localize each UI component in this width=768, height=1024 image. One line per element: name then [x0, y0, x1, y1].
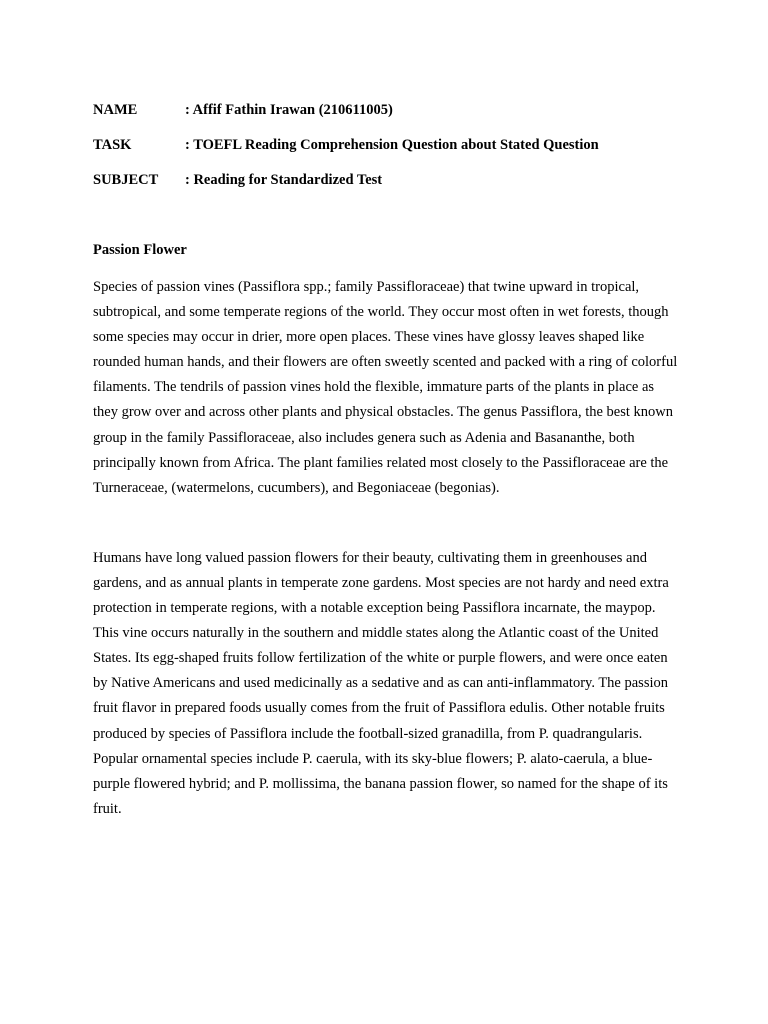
subject-row	[93, 170, 713, 205]
article-paragraph-1: Species of passion vines (Passiflora spp.; family Passifloraceae) that twine upward in tropical, subtropical, and some temperate regions of the world. They occur most often in wet forests, though some species may occur in drier, more open places. These vines have glossy leaves shaped like rounded human hands, and their flowers are often sweetly scented and packed with a ring of colorful filaments. The tendrils of passion vines hold the flexible, immature parts of the plants in place as they grow over and across other plants and physical obstacles. The genus Passiflora, the best known group in the family Passifloraceae, also includes genera such as Adenia and Basananthe, both principally known from Africa. The plant families related most closely to the Passifloraceae are the Turneraceae, (watermelons, cucumbers), and Begoniaceae (begonias).	[93, 279, 678, 496]
task-value: : TOEFL Reading Comprehension Question about Stated Question	[185, 137, 599, 153]
task-row	[93, 135, 713, 170]
document-header	[93, 100, 713, 205]
subject-value: : Reading for Standardized Test	[185, 172, 383, 188]
paragraph-spacer	[93, 501, 678, 546]
name-value: : Affif Fathin Irawan (210611005)	[185, 102, 393, 118]
task-label: TASK	[93, 137, 132, 153]
article	[93, 240, 678, 822]
name-row	[93, 100, 713, 135]
subject-label: SUBJECT	[93, 172, 159, 188]
name-label: NAME	[93, 102, 138, 118]
article-paragraph-2: Humans have long valued passion flowers for their beauty, cultivating them in greenhouses and gardens, and as annual plants in temperate zone gardens. Most species are not hardy and need extra protection in temperate regions, with a notable exception being Passiflora incarnate, the maypop. This vine occurs naturally in the southern and middle states along the Atlantic coast of the United States. Its egg-shaped fruits follow fertilization of the white or purple flowers, and were once eaten by Native Americans and used medicinally as a sedative and as can anti-inflammatory. The passion fruit flavor in prepared foods usually comes from the fruit of Passiflora edulis. Other notable fruits produced by species of Passiflora include the football-sized granadilla, from P. quadrangularis. Popular ornamental species include P. caerula, with its sky-blue flowers; P. alato-caerula, a blue-purple flowered hybrid; and P. mollissima, the banana passion flower, so named for the shape of its fruit.	[93, 549, 669, 817]
article-title: Passion Flower	[93, 242, 187, 258]
